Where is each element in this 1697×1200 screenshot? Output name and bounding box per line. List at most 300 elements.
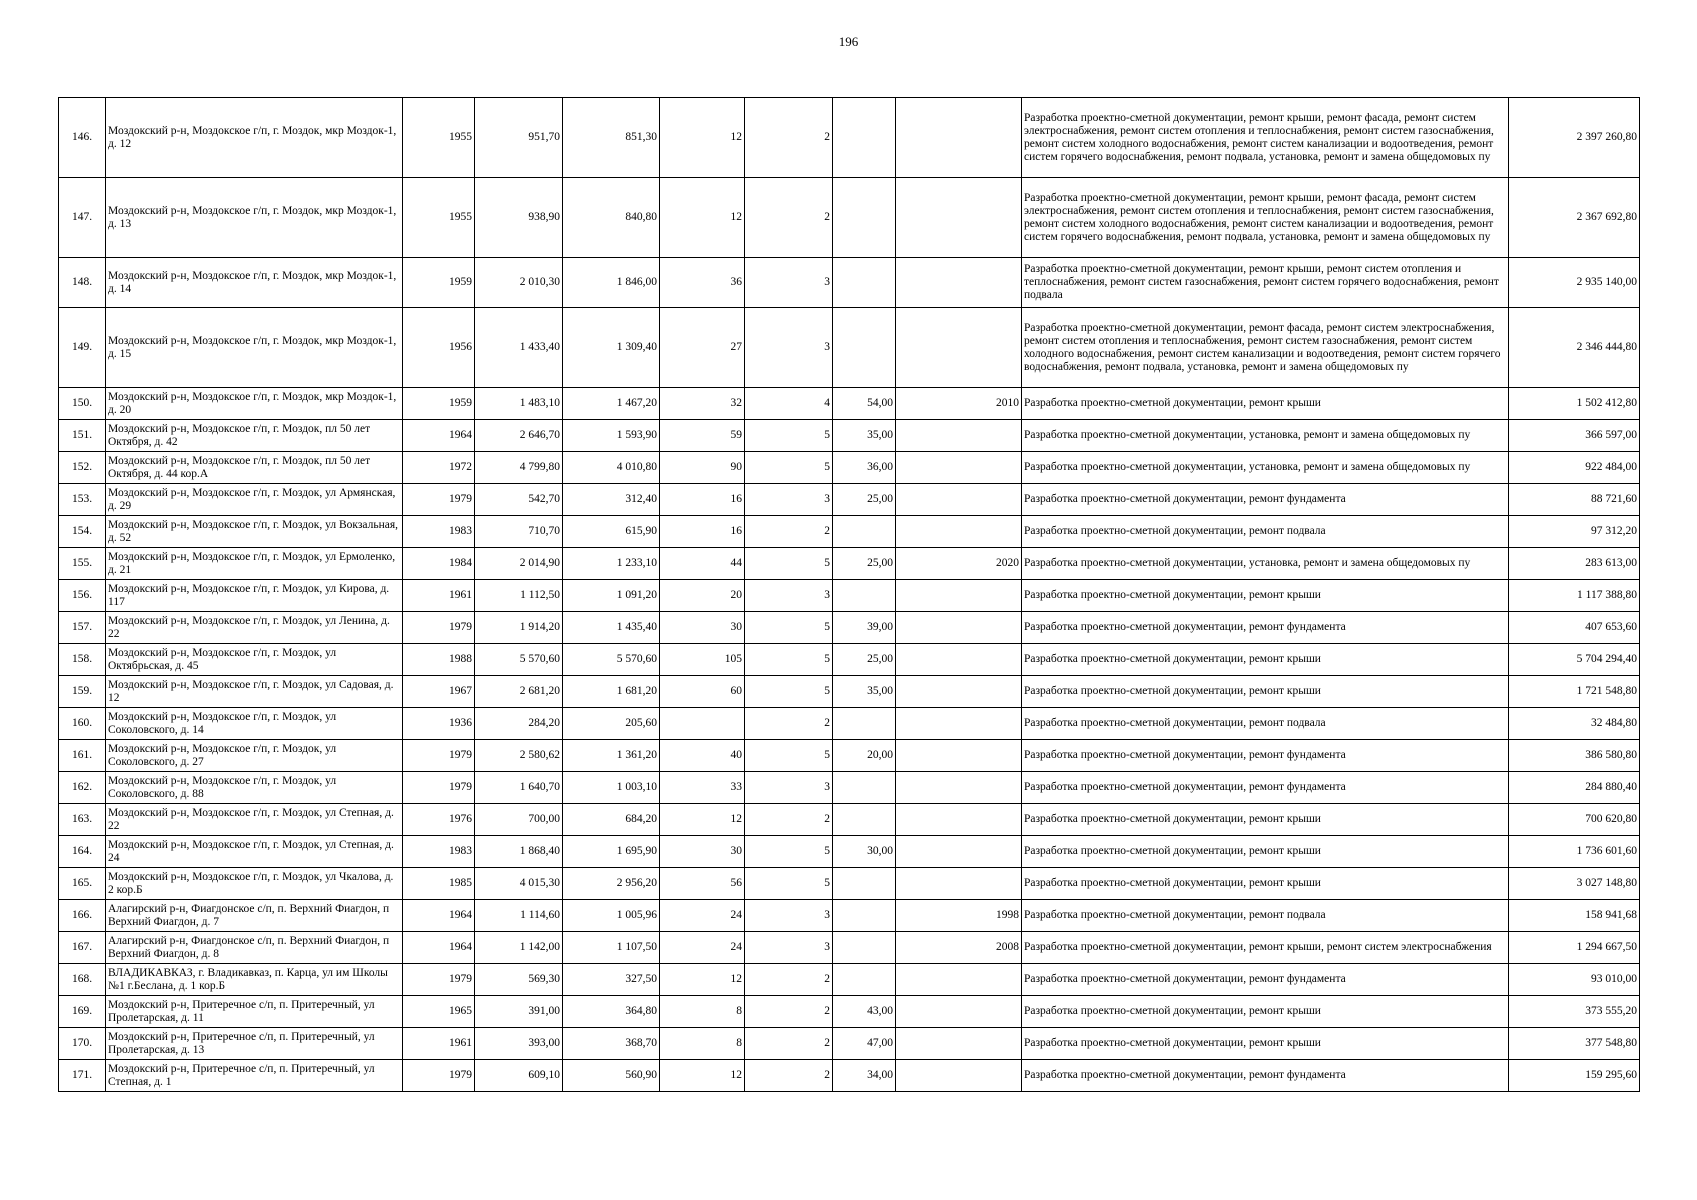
build-year-cell: 1959 <box>403 388 475 420</box>
row-number-cell: 160. <box>59 708 106 740</box>
table-row <box>59 644 1640 676</box>
address-cell: Моздокский р-н, Моздокское г/п, г. Моздок, ул Соколовского, д. 27 <box>106 740 403 772</box>
row-number-cell: 149. <box>59 308 106 388</box>
row-number-cell: 158. <box>59 644 106 676</box>
table-body <box>59 98 1640 1092</box>
living-area-cell: 327,50 <box>563 964 660 996</box>
cost-cell: 159 295,60 <box>1509 1060 1640 1092</box>
residents-cell: 33 <box>660 772 745 804</box>
build-year-cell: 1983 <box>403 836 475 868</box>
cost-cell: 373 555,20 <box>1509 996 1640 1028</box>
floors-cell: 5 <box>745 676 833 708</box>
wear-percent-cell: 43,00 <box>833 996 896 1028</box>
row-number-cell: 153. <box>59 484 106 516</box>
living-area-cell: 1 593,90 <box>563 420 660 452</box>
living-area-cell: 2 956,20 <box>563 868 660 900</box>
work-types-cell: Разработка проектно-сметной документации, ремонт крыши <box>1022 580 1509 612</box>
total-area-cell: 938,90 <box>475 178 563 258</box>
total-area-cell: 1 868,40 <box>475 836 563 868</box>
build-year-cell: 1936 <box>403 708 475 740</box>
total-area-cell: 2 646,70 <box>475 420 563 452</box>
work-types-cell: Разработка проектно-сметной документации, ремонт крыши, ремонт систем отопления и теплоснабжения, ремонт систем газоснабжения, ремонт систем горячего водоснабжения, ремонт подвала <box>1022 258 1509 308</box>
floors-cell: 5 <box>745 548 833 580</box>
residents-cell: 8 <box>660 996 745 1028</box>
living-area-cell: 4 010,80 <box>563 452 660 484</box>
row-number-cell: 167. <box>59 932 106 964</box>
cost-cell: 3 027 148,80 <box>1509 868 1640 900</box>
floors-cell: 2 <box>745 708 833 740</box>
table-row <box>59 420 1640 452</box>
total-area-cell: 1 112,50 <box>475 580 563 612</box>
total-area-cell: 1 114,60 <box>475 900 563 932</box>
build-year-cell: 1988 <box>403 644 475 676</box>
wear-percent-cell <box>833 804 896 836</box>
address-cell: Моздокский р-н, Притеречное с/п, п. Притеречный, ул Пролетарская, д. 13 <box>106 1028 403 1060</box>
last-repair-year-cell <box>896 676 1022 708</box>
build-year-cell: 1956 <box>403 308 475 388</box>
living-area-cell: 840,80 <box>563 178 660 258</box>
table-row <box>59 1060 1640 1092</box>
address-cell: Моздокский р-н, Моздокское г/п, г. Моздок, ул Соколовского, д. 14 <box>106 708 403 740</box>
address-cell: Моздокский р-н, Моздокское г/п, г. Моздок, ул Чкалова, д. 2 кор.Б <box>106 868 403 900</box>
living-area-cell: 364,80 <box>563 996 660 1028</box>
wear-percent-cell <box>833 178 896 258</box>
table-row <box>59 98 1640 178</box>
table-row <box>59 580 1640 612</box>
last-repair-year-cell <box>896 484 1022 516</box>
row-number-cell: 165. <box>59 868 106 900</box>
cost-cell: 2 935 140,00 <box>1509 258 1640 308</box>
living-area-cell: 205,60 <box>563 708 660 740</box>
address-cell: Моздокский р-н, Моздокское г/п, г. Моздок, мкр Моздок-1, д. 13 <box>106 178 403 258</box>
total-area-cell: 2 681,20 <box>475 676 563 708</box>
living-area-cell: 1 695,90 <box>563 836 660 868</box>
table-row <box>59 484 1640 516</box>
residents-cell: 8 <box>660 1028 745 1060</box>
work-types-cell: Разработка проектно-сметной документации, установка, ремонт и замена общедомовых пу <box>1022 548 1509 580</box>
last-repair-year-cell <box>896 708 1022 740</box>
cost-cell: 284 880,40 <box>1509 772 1640 804</box>
residents-cell: 24 <box>660 932 745 964</box>
work-types-cell: Разработка проектно-сметной документации, ремонт подвала <box>1022 516 1509 548</box>
work-types-cell: Разработка проектно-сметной документации, ремонт крыши <box>1022 868 1509 900</box>
build-year-cell: 1965 <box>403 996 475 1028</box>
row-number-cell: 150. <box>59 388 106 420</box>
wear-percent-cell <box>833 516 896 548</box>
housing-repair-table <box>58 97 1640 1092</box>
living-area-cell: 1 435,40 <box>563 612 660 644</box>
total-area-cell: 284,20 <box>475 708 563 740</box>
last-repair-year-cell: 2008 <box>896 932 1022 964</box>
last-repair-year-cell <box>896 580 1022 612</box>
build-year-cell: 1984 <box>403 548 475 580</box>
address-cell: Моздокский р-н, Притеречное с/п, п. Притеречный, ул Пролетарская, д. 11 <box>106 996 403 1028</box>
total-area-cell: 609,10 <box>475 1060 563 1092</box>
cost-cell: 97 312,20 <box>1509 516 1640 548</box>
wear-percent-cell <box>833 580 896 612</box>
floors-cell: 2 <box>745 98 833 178</box>
residents-cell: 90 <box>660 452 745 484</box>
wear-percent-cell <box>833 258 896 308</box>
living-area-cell: 1 091,20 <box>563 580 660 612</box>
build-year-cell: 1964 <box>403 420 475 452</box>
last-repair-year-cell <box>896 612 1022 644</box>
wear-percent-cell <box>833 932 896 964</box>
living-area-cell: 1 005,96 <box>563 900 660 932</box>
last-repair-year-cell <box>896 740 1022 772</box>
floors-cell: 3 <box>745 580 833 612</box>
row-number-cell: 170. <box>59 1028 106 1060</box>
last-repair-year-cell <box>896 98 1022 178</box>
total-area-cell: 1 640,70 <box>475 772 563 804</box>
address-cell: Моздокский р-н, Моздокское г/п, г. Моздок, ул Степная, д. 24 <box>106 836 403 868</box>
address-cell: Моздокский р-н, Моздокское г/п, г. Моздок, ул Садовая, д. 12 <box>106 676 403 708</box>
residents-cell: 12 <box>660 804 745 836</box>
table-row <box>59 964 1640 996</box>
cost-cell: 1 502 412,80 <box>1509 388 1640 420</box>
row-number-cell: 151. <box>59 420 106 452</box>
living-area-cell: 1 233,10 <box>563 548 660 580</box>
living-area-cell: 1 309,40 <box>563 308 660 388</box>
total-area-cell: 951,70 <box>475 98 563 178</box>
build-year-cell: 1979 <box>403 484 475 516</box>
build-year-cell: 1979 <box>403 1060 475 1092</box>
address-cell: Моздокский р-н, Моздокское г/п, г. Моздок, ул Соколовского, д. 88 <box>106 772 403 804</box>
residents-cell <box>660 708 745 740</box>
table-row <box>59 836 1640 868</box>
address-cell: Алагирский р-н, Фиагдонское с/п, п. Верхний Фиагдон, п Верхний Фиагдон, д. 7 <box>106 900 403 932</box>
floors-cell: 3 <box>745 258 833 308</box>
living-area-cell: 1 467,20 <box>563 388 660 420</box>
wear-percent-cell <box>833 772 896 804</box>
cost-cell: 5 704 294,40 <box>1509 644 1640 676</box>
work-types-cell: Разработка проектно-сметной документации, ремонт крыши <box>1022 676 1509 708</box>
floors-cell: 5 <box>745 836 833 868</box>
cost-cell: 2 367 692,80 <box>1509 178 1640 258</box>
address-cell: Моздокский р-н, Моздокское г/п, г. Моздок, мкр Моздок-1, д. 12 <box>106 98 403 178</box>
cost-cell: 93 010,00 <box>1509 964 1640 996</box>
table-row <box>59 900 1640 932</box>
work-types-cell: Разработка проектно-сметной документации, ремонт фундамента <box>1022 740 1509 772</box>
last-repair-year-cell <box>896 452 1022 484</box>
table-row <box>59 740 1640 772</box>
living-area-cell: 1 681,20 <box>563 676 660 708</box>
address-cell: ВЛАДИКАВКАЗ, г. Владикавказ, п. Карца, ул им Школы №1 г.Беслана, д. 1 кор.Б <box>106 964 403 996</box>
total-area-cell: 2 014,90 <box>475 548 563 580</box>
work-types-cell: Разработка проектно-сметной документации, ремонт крыши <box>1022 996 1509 1028</box>
wear-percent-cell <box>833 708 896 740</box>
build-year-cell: 1979 <box>403 772 475 804</box>
cost-cell: 377 548,80 <box>1509 1028 1640 1060</box>
floors-cell: 5 <box>745 452 833 484</box>
work-types-cell: Разработка проектно-сметной документации, ремонт фундамента <box>1022 964 1509 996</box>
residents-cell: 20 <box>660 580 745 612</box>
work-types-cell: Разработка проектно-сметной документации, ремонт фундамента <box>1022 772 1509 804</box>
floors-cell: 3 <box>745 484 833 516</box>
wear-percent-cell: 39,00 <box>833 612 896 644</box>
wear-percent-cell: 35,00 <box>833 420 896 452</box>
total-area-cell: 700,00 <box>475 804 563 836</box>
build-year-cell: 1964 <box>403 932 475 964</box>
build-year-cell: 1979 <box>403 964 475 996</box>
floors-cell: 2 <box>745 1028 833 1060</box>
living-area-cell: 1 107,50 <box>563 932 660 964</box>
row-number-cell: 146. <box>59 98 106 178</box>
living-area-cell: 5 570,60 <box>563 644 660 676</box>
residents-cell: 40 <box>660 740 745 772</box>
living-area-cell: 312,40 <box>563 484 660 516</box>
last-repair-year-cell <box>896 644 1022 676</box>
build-year-cell: 1955 <box>403 178 475 258</box>
work-types-cell: Разработка проектно-сметной документации, ремонт крыши, ремонт фасада, ремонт систем электроснабжения, ремонт систем отопления и теплоснабжения, ремонт систем газоснабжения, ремонт систем холодного водоснабжения, ремонт систем канализации и водоотведения, ремонт систем горячего водоснабжения, ремонт подвала, установка, ремонт и замена общедомовых пу <box>1022 98 1509 178</box>
table-row <box>59 388 1640 420</box>
wear-percent-cell <box>833 308 896 388</box>
floors-cell: 2 <box>745 178 833 258</box>
last-repair-year-cell <box>896 868 1022 900</box>
cost-cell: 283 613,00 <box>1509 548 1640 580</box>
residents-cell: 60 <box>660 676 745 708</box>
last-repair-year-cell <box>896 516 1022 548</box>
row-number-cell: 148. <box>59 258 106 308</box>
cost-cell: 1 721 548,80 <box>1509 676 1640 708</box>
build-year-cell: 1985 <box>403 868 475 900</box>
address-cell: Моздокский р-н, Моздокское г/п, г. Моздок, ул Октябрьская, д. 45 <box>106 644 403 676</box>
wear-percent-cell: 25,00 <box>833 644 896 676</box>
table-row <box>59 308 1640 388</box>
floors-cell: 5 <box>745 612 833 644</box>
last-repair-year-cell: 2010 <box>896 388 1022 420</box>
table-row <box>59 996 1640 1028</box>
residents-cell: 59 <box>660 420 745 452</box>
address-cell: Моздокский р-н, Моздокское г/п, г. Моздок, ул Армянская, д. 29 <box>106 484 403 516</box>
total-area-cell: 393,00 <box>475 1028 563 1060</box>
table-row <box>59 548 1640 580</box>
last-repair-year-cell <box>896 258 1022 308</box>
total-area-cell: 4 015,30 <box>475 868 563 900</box>
residents-cell: 12 <box>660 178 745 258</box>
residents-cell: 30 <box>660 836 745 868</box>
row-number-cell: 155. <box>59 548 106 580</box>
cost-cell: 2 346 444,80 <box>1509 308 1640 388</box>
residents-cell: 44 <box>660 548 745 580</box>
residents-cell: 24 <box>660 900 745 932</box>
address-cell: Моздокский р-н, Моздокское г/п, г. Моздок, мкр Моздок-1, д. 14 <box>106 258 403 308</box>
last-repair-year-cell <box>896 420 1022 452</box>
residents-cell: 56 <box>660 868 745 900</box>
floors-cell: 5 <box>745 420 833 452</box>
cost-cell: 1 117 388,80 <box>1509 580 1640 612</box>
total-area-cell: 569,30 <box>475 964 563 996</box>
row-number-cell: 168. <box>59 964 106 996</box>
total-area-cell: 1 483,10 <box>475 388 563 420</box>
row-number-cell: 164. <box>59 836 106 868</box>
row-number-cell: 157. <box>59 612 106 644</box>
living-area-cell: 1 846,00 <box>563 258 660 308</box>
build-year-cell: 1959 <box>403 258 475 308</box>
address-cell: Моздокский р-н, Моздокское г/п, г. Моздок, ул Степная, д. 22 <box>106 804 403 836</box>
row-number-cell: 159. <box>59 676 106 708</box>
floors-cell: 5 <box>745 868 833 900</box>
last-repair-year-cell: 1998 <box>896 900 1022 932</box>
work-types-cell: Разработка проектно-сметной документации, ремонт фундамента <box>1022 1060 1509 1092</box>
wear-percent-cell: 25,00 <box>833 548 896 580</box>
table-row <box>59 804 1640 836</box>
last-repair-year-cell <box>896 1060 1022 1092</box>
living-area-cell: 615,90 <box>563 516 660 548</box>
living-area-cell: 851,30 <box>563 98 660 178</box>
last-repair-year-cell: 2020 <box>896 548 1022 580</box>
table-row <box>59 932 1640 964</box>
total-area-cell: 542,70 <box>475 484 563 516</box>
row-number-cell: 169. <box>59 996 106 1028</box>
last-repair-year-cell <box>896 772 1022 804</box>
cost-cell: 366 597,00 <box>1509 420 1640 452</box>
living-area-cell: 560,90 <box>563 1060 660 1092</box>
table-row <box>59 178 1640 258</box>
table-row <box>59 516 1640 548</box>
table-row <box>59 868 1640 900</box>
total-area-cell: 4 799,80 <box>475 452 563 484</box>
wear-percent-cell: 30,00 <box>833 836 896 868</box>
work-types-cell: Разработка проектно-сметной документации, ремонт фасада, ремонт систем электроснабжения, ремонт систем отопления и теплоснабжения, ремонт систем газоснабжения, ремонт систем холодного водоснабжения, ремонт систем канализации и водоотведения, ремонт систем горячего водоснабжения, ремонт подвала, установка, ремонт и замена общедомовых пу <box>1022 308 1509 388</box>
cost-cell: 1 294 667,50 <box>1509 932 1640 964</box>
address-cell: Моздокский р-н, Моздокское г/п, г. Моздок, пл 50 лет Октября, д. 44 кор.А <box>106 452 403 484</box>
build-year-cell: 1967 <box>403 676 475 708</box>
work-types-cell: Разработка проектно-сметной документации, ремонт крыши <box>1022 388 1509 420</box>
total-area-cell: 1 914,20 <box>475 612 563 644</box>
table-row <box>59 708 1640 740</box>
residents-cell: 12 <box>660 98 745 178</box>
wear-percent-cell: 20,00 <box>833 740 896 772</box>
work-types-cell: Разработка проектно-сметной документации, ремонт подвала <box>1022 900 1509 932</box>
floors-cell: 5 <box>745 644 833 676</box>
work-types-cell: Разработка проектно-сметной документации, ремонт крыши <box>1022 644 1509 676</box>
table-row <box>59 612 1640 644</box>
build-year-cell: 1983 <box>403 516 475 548</box>
wear-percent-cell <box>833 964 896 996</box>
cost-cell: 1 736 601,60 <box>1509 836 1640 868</box>
floors-cell: 2 <box>745 804 833 836</box>
cost-cell: 922 484,00 <box>1509 452 1640 484</box>
last-repair-year-cell <box>896 996 1022 1028</box>
table-row <box>59 258 1640 308</box>
wear-percent-cell: 36,00 <box>833 452 896 484</box>
total-area-cell: 5 570,60 <box>475 644 563 676</box>
residents-cell: 12 <box>660 1060 745 1092</box>
residents-cell: 105 <box>660 644 745 676</box>
build-year-cell: 1976 <box>403 804 475 836</box>
work-types-cell: Разработка проектно-сметной документации, ремонт фундамента <box>1022 612 1509 644</box>
row-number-cell: 162. <box>59 772 106 804</box>
last-repair-year-cell <box>896 964 1022 996</box>
floors-cell: 3 <box>745 308 833 388</box>
living-area-cell: 1 361,20 <box>563 740 660 772</box>
work-types-cell: Разработка проектно-сметной документации, ремонт крыши <box>1022 836 1509 868</box>
floors-cell: 5 <box>745 740 833 772</box>
build-year-cell: 1979 <box>403 740 475 772</box>
floors-cell: 2 <box>745 964 833 996</box>
residents-cell: 32 <box>660 388 745 420</box>
address-cell: Моздокский р-н, Притеречное с/п, п. Притеречный, ул Степная, д. 1 <box>106 1060 403 1092</box>
cost-cell: 386 580,80 <box>1509 740 1640 772</box>
floors-cell: 3 <box>745 900 833 932</box>
total-area-cell: 710,70 <box>475 516 563 548</box>
cost-cell: 158 941,68 <box>1509 900 1640 932</box>
table-row <box>59 772 1640 804</box>
residents-cell: 16 <box>660 516 745 548</box>
wear-percent-cell <box>833 900 896 932</box>
table-row <box>59 676 1640 708</box>
cost-cell: 2 397 260,80 <box>1509 98 1640 178</box>
living-area-cell: 1 003,10 <box>563 772 660 804</box>
work-types-cell: Разработка проектно-сметной документации, ремонт фундамента <box>1022 484 1509 516</box>
last-repair-year-cell <box>896 308 1022 388</box>
cost-cell: 700 620,80 <box>1509 804 1640 836</box>
build-year-cell: 1964 <box>403 900 475 932</box>
row-number-cell: 166. <box>59 900 106 932</box>
last-repair-year-cell <box>896 178 1022 258</box>
living-area-cell: 368,70 <box>563 1028 660 1060</box>
build-year-cell: 1979 <box>403 612 475 644</box>
wear-percent-cell: 47,00 <box>833 1028 896 1060</box>
last-repair-year-cell <box>896 836 1022 868</box>
page-number: 196 <box>838 34 859 49</box>
address-cell: Алагирский р-н, Фиагдонское с/п, п. Верхний Фиагдон, п Верхний Фиагдон, д. 8 <box>106 932 403 964</box>
last-repair-year-cell <box>896 1028 1022 1060</box>
address-cell: Моздокский р-н, Моздокское г/п, г. Моздок, мкр Моздок-1, д. 15 <box>106 308 403 388</box>
table-row <box>59 452 1640 484</box>
work-types-cell: Разработка проектно-сметной документации, ремонт крыши <box>1022 804 1509 836</box>
residents-cell: 36 <box>660 258 745 308</box>
residents-cell: 27 <box>660 308 745 388</box>
wear-percent-cell <box>833 868 896 900</box>
total-area-cell: 391,00 <box>475 996 563 1028</box>
row-number-cell: 171. <box>59 1060 106 1092</box>
total-area-cell: 2 580,62 <box>475 740 563 772</box>
residents-cell: 12 <box>660 964 745 996</box>
residents-cell: 30 <box>660 612 745 644</box>
build-year-cell: 1955 <box>403 98 475 178</box>
address-cell: Моздокский р-н, Моздокское г/п, г. Моздок, мкр Моздок-1, д. 20 <box>106 388 403 420</box>
last-repair-year-cell <box>896 804 1022 836</box>
build-year-cell: 1961 <box>403 580 475 612</box>
row-number-cell: 163. <box>59 804 106 836</box>
build-year-cell: 1961 <box>403 1028 475 1060</box>
work-types-cell: Разработка проектно-сметной документации, установка, ремонт и замена общедомовых пу <box>1022 420 1509 452</box>
row-number-cell: 147. <box>59 178 106 258</box>
living-area-cell: 684,20 <box>563 804 660 836</box>
work-types-cell: Разработка проектно-сметной документации, ремонт крыши, ремонт фасада, ремонт систем электроснабжения, ремонт систем отопления и теплоснабжения, ремонт систем газоснабжения, ремонт систем холодного водоснабжения, ремонт систем канализации и водоотведения, ремонт систем горячего водоснабжения, ремонт подвала, установка, ремонт и замена общедомовых пу <box>1022 178 1509 258</box>
work-types-cell: Разработка проектно-сметной документации, ремонт крыши <box>1022 1028 1509 1060</box>
table-row <box>59 1028 1640 1060</box>
floors-cell: 3 <box>745 932 833 964</box>
cost-cell: 407 653,60 <box>1509 612 1640 644</box>
address-cell: Моздокский р-н, Моздокское г/п, г. Моздок, ул Кирова, д. 117 <box>106 580 403 612</box>
floors-cell: 4 <box>745 388 833 420</box>
floors-cell: 2 <box>745 1060 833 1092</box>
total-area-cell: 1 433,40 <box>475 308 563 388</box>
address-cell: Моздокский р-н, Моздокское г/п, г. Моздок, ул Ленина, д. 22 <box>106 612 403 644</box>
floors-cell: 2 <box>745 996 833 1028</box>
row-number-cell: 161. <box>59 740 106 772</box>
total-area-cell: 2 010,30 <box>475 258 563 308</box>
work-types-cell: Разработка проектно-сметной документации, установка, ремонт и замена общедомовых пу <box>1022 452 1509 484</box>
floors-cell: 2 <box>745 516 833 548</box>
work-types-cell: Разработка проектно-сметной документации, ремонт крыши, ремонт систем электроснабжения <box>1022 932 1509 964</box>
cost-cell: 32 484,80 <box>1509 708 1640 740</box>
floors-cell: 3 <box>745 772 833 804</box>
wear-percent-cell: 25,00 <box>833 484 896 516</box>
